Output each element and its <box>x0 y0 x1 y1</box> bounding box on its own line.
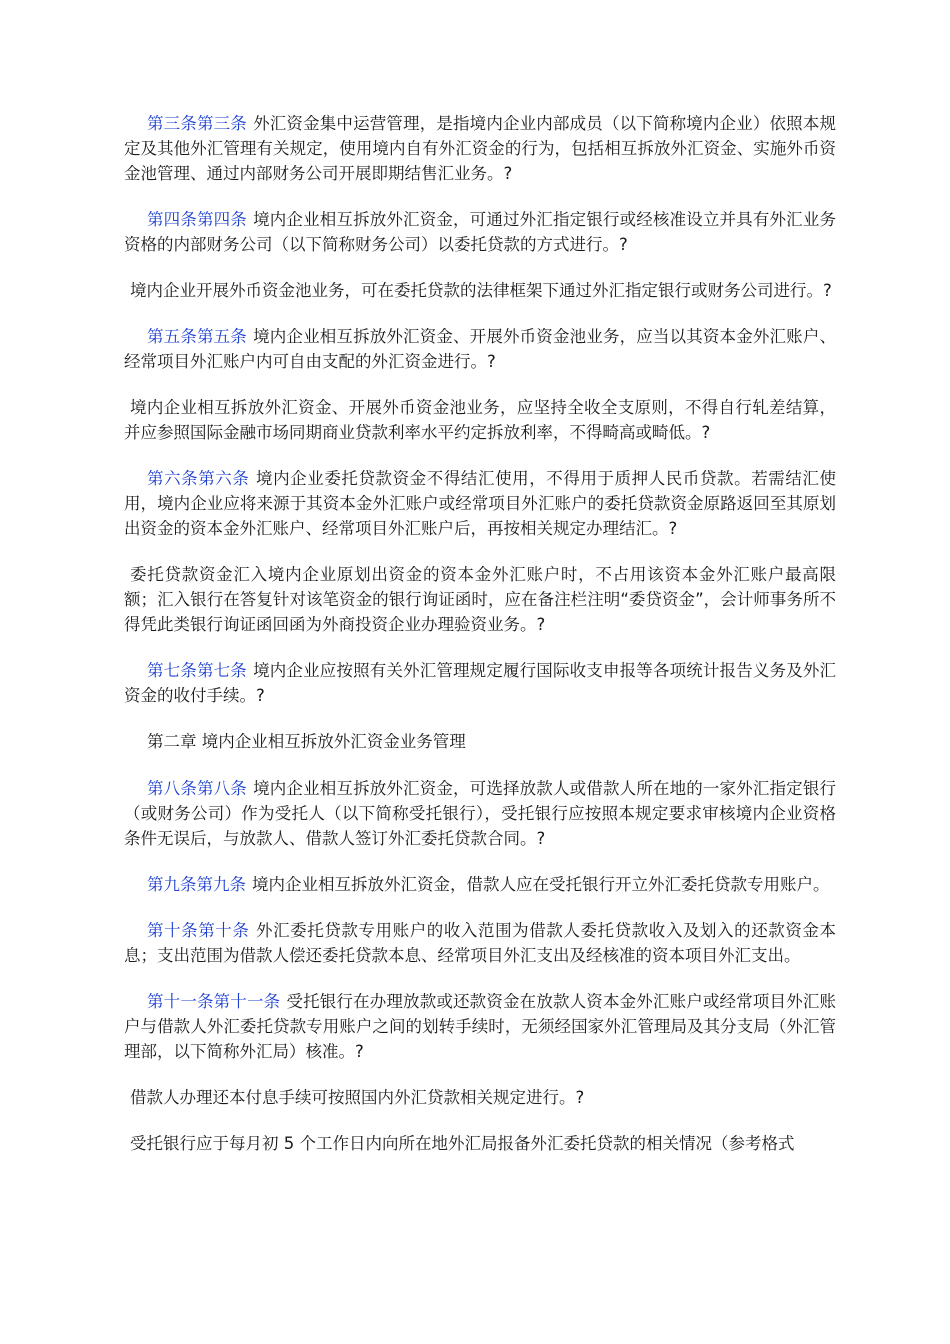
paragraph-text: 境内企业相互拆放外汇资金，可通过外汇指定银行或经核准设立并具有外汇业务资格的内部财务公司（以下简称财务公司）以委托贷款的方式进行。? <box>124 210 837 254</box>
article-4-paragraph <box>124 207 836 257</box>
article-6-subparagraph <box>124 562 836 637</box>
article-3-paragraph <box>124 111 836 186</box>
paragraph-text: 借款人办理还本付息手续可按照国内外汇贷款相关规定进行。? <box>130 1088 585 1107</box>
article-5-subparagraph <box>124 395 836 445</box>
article-11-subparagraph-2 <box>124 1131 836 1156</box>
article-11-subparagraph <box>124 1085 836 1110</box>
paragraph-text: 境内企业委托贷款资金不得结汇使用，不得用于质押人民币贷款。若需结汇使用，境内企业应将来源于其资本金外汇账户或经常项目外汇账户的委托贷款资金原路返回至其原划出资金的资本金外汇账户、经常项目外汇账户后，再按相关规定办理结汇。? <box>124 469 837 538</box>
article-11-paragraph <box>124 989 836 1064</box>
article-label: 第九条第九条 <box>147 875 246 894</box>
paragraph-text: 境内企业相互拆放外汇资金、开展外币资金池业务，应坚持全收全支原则，不得自行轧差结算，并应参照国际金融市场同期商业贷款利率水平约定拆放利率，不得畸高或畸低。? <box>124 398 836 442</box>
article-5-paragraph <box>124 324 836 374</box>
article-label: 第六条第六条 <box>147 469 250 488</box>
chapter-title: 第二章 境内企业相互拆放外汇资金业务管理 <box>147 732 466 751</box>
document-body <box>124 111 836 1177</box>
article-7-paragraph <box>124 658 836 708</box>
paragraph-text: 受托银行在办理放款或还款资金在放款人资本金外汇账户或经常项目外汇账户与借款人外汇委托贷款专用账户之间的划转手续时，无须经国家外汇管理局及其分支局（外汇管理部，以下简称外汇局）核准。? <box>124 992 837 1061</box>
article-label: 第七条第七条 <box>147 661 247 680</box>
article-label: 第八条第八条 <box>147 779 247 798</box>
paragraph-text: 境内企业开展外币资金池业务，可在委托贷款的法律框架下通过外汇指定银行或财务公司进行。? <box>130 281 832 300</box>
article-label: 第十条第十条 <box>147 921 250 940</box>
article-6-paragraph <box>124 466 836 541</box>
paragraph-text: 境内企业相互拆放外汇资金，可选择放款人或借款人所在地的一家外汇指定银行（或财务公司）作为受托人（以下简称受托银行），受托银行应按照本规定要求审核境内企业资格条件无误后，与放款人、借款人签订外汇委托贷款合同。? <box>124 779 837 848</box>
paragraph-text: 委托贷款资金汇入境内企业原划出资金的资本金外汇账户时，不占用该资本金外汇账户最高限额；汇入银行在答复针对该笔资金的银行询证函时，应在备注栏注明“委贷资金”，会计师事务所不得凭此类银行询证函回函为外商投资企业办理验资业务。? <box>124 565 836 634</box>
article-4-subparagraph <box>124 278 836 303</box>
article-label: 第五条第五条 <box>147 327 247 346</box>
paragraph-text: 境内企业相互拆放外汇资金、开展外币资金池业务，应当以其资本金外汇账户、经常项目外汇账户内可自由支配的外汇资金进行。? <box>124 327 837 371</box>
paragraph-text: 外汇委托贷款专用账户的收入范围为借款人委托贷款收入及划入的还款资金本息；支出范围为借款人偿还委托贷款本息、经常项目外汇支出及经核准的资本项目外汇支出。 <box>124 921 837 965</box>
article-label: 第四条第四条 <box>147 210 247 229</box>
paragraph-text: 境内企业应按照有关外汇管理规定履行国际收支申报等各项统计报告义务及外汇资金的收付手续。? <box>124 661 837 705</box>
article-8-paragraph <box>124 776 836 851</box>
article-label: 第三条第三条 <box>147 114 247 133</box>
article-label: 第十一条第十一条 <box>147 992 281 1011</box>
paragraph-text: 受托银行应于每月初 5 个工作日内向所在地外汇局报备外汇委托贷款的相关情况（参考格式 <box>130 1134 795 1153</box>
paragraph-text: 境内企业相互拆放外汇资金，借款人应在受托银行开立外汇委托贷款专用账户。 <box>252 875 830 894</box>
paragraph-text: 外汇资金集中运营管理，是指境内企业内部成员（以下简称境内企业）依照本规定及其他外汇管理有关规定，使用境内自有外汇资金的行为，包括相互拆放外汇资金、实施外币资金池管理、通过内部财务公司开展即期结售汇业务。? <box>124 114 837 183</box>
article-10-paragraph <box>124 918 836 968</box>
chapter-2-heading <box>124 729 836 754</box>
article-9-paragraph <box>124 872 836 897</box>
